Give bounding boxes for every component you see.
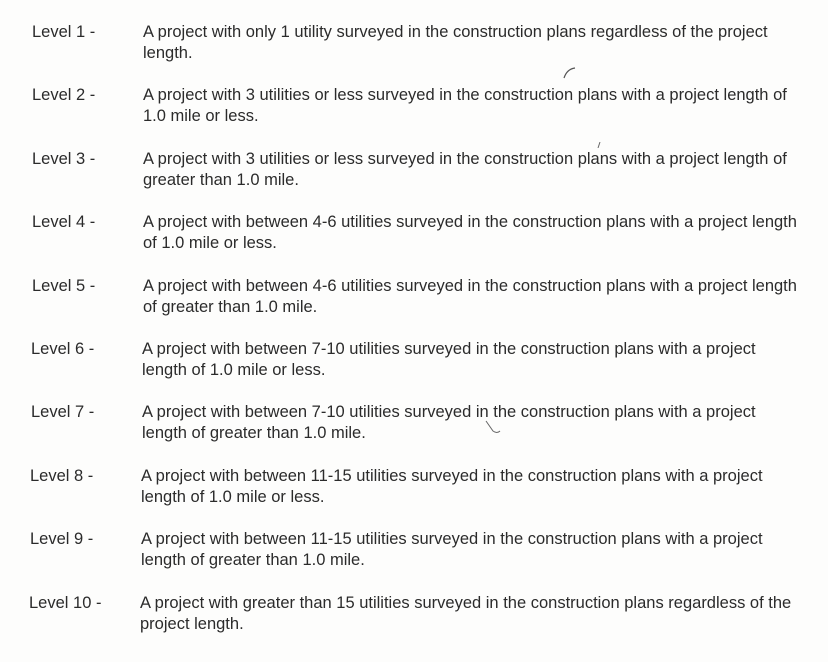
level-description: A project with only 1 utility surveyed in the construction plans regardless of the project length. — [143, 23, 768, 62]
level-description: A project with 3 utilities or less surveyed in the construction plans with a project length of greater than 1.0 mile. — [143, 149, 787, 189]
level-description: A project with between 7-10 utilities surveyed in the construction plans with a project length of greater than 1.0 mile. — [142, 403, 756, 443]
level-description: A project with between 11-15 utilities surveyed in the construction plans with a project length of 1.0 mile or less. — [141, 466, 763, 506]
level-label: Level 7 - — [31, 403, 95, 422]
level-label: Level 8 - — [30, 466, 94, 485]
level-label: Level 3 - — [32, 149, 96, 168]
level-row-2 — [0, 81, 828, 144]
level-definitions-list — [0, 18, 828, 652]
level-row-10 — [0, 589, 828, 652]
level-row-4 — [0, 208, 828, 271]
level-label: Level 6 - — [31, 339, 95, 358]
level-row-6 — [0, 335, 828, 398]
level-description: A project with between 4-6 utilities surveyed in the construction plans with a project length of 1.0 mile or less. — [143, 213, 797, 253]
level-label: Level 1 - — [32, 23, 96, 41]
level-label: Level 10 - — [29, 593, 102, 612]
level-description: A project with greater than 15 utilities surveyed in the construction plans regardless of the project length. — [140, 593, 792, 633]
level-label: Level 2 - — [32, 86, 96, 105]
level-description: A project with between 7-10 utilities surveyed in the construction plans with a project length of 1.0 mile or less. — [142, 339, 756, 379]
level-label: Level 9 - — [30, 530, 94, 549]
level-row-1 — [0, 18, 828, 81]
level-row-7 — [0, 398, 828, 461]
level-description: A project with 3 utilities or less surveyed in the construction plans with a project length of 1.0 mile or less. — [143, 86, 787, 126]
level-label: Level 4 - — [32, 213, 96, 232]
level-row-3 — [0, 145, 828, 208]
level-row-9 — [0, 525, 828, 588]
level-label: Level 5 - — [32, 276, 96, 295]
level-description: A project with between 4-6 utilities surveyed in the construction plans with a project length of greater than 1.0 mile. — [143, 276, 797, 316]
level-row-5 — [0, 272, 828, 335]
level-description: A project with between 11-15 utilities surveyed in the construction plans with a project length of greater than 1.0 mile. — [141, 530, 763, 570]
level-row-8 — [0, 462, 828, 525]
